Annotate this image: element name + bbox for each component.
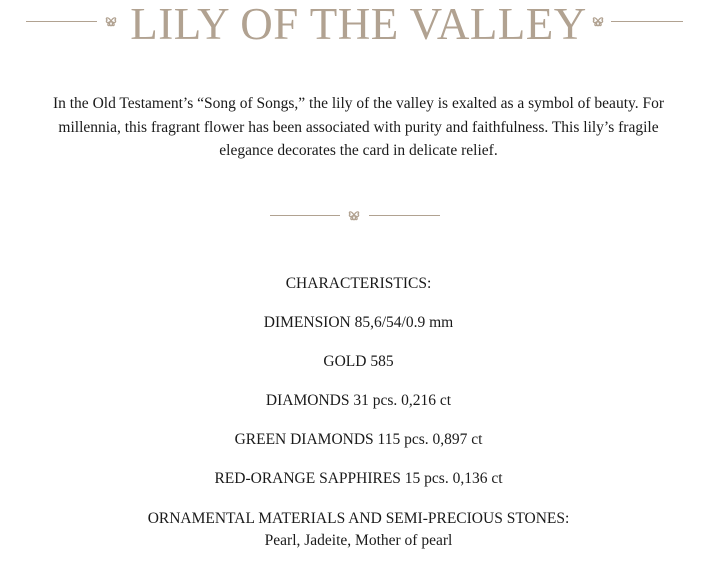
characteristics-heading: CHARACTERISTICS:: [285, 275, 432, 292]
spec-ornamental-list: Pearl, Jadeite, Mother of pearl: [264, 532, 453, 549]
spec-sapphires: RED-ORANGE SAPPHIRES 15 pcs. 0,136 ct: [214, 470, 503, 487]
divider-left-rule: [270, 215, 340, 216]
intro-paragraph: In the Old Testament’s “Song of Songs,” the lily of the valley is exalted as a symbol of beauty. For millennia, this fragrant flower has been associated with purity and faithfulness. This lily’s fragile elegance decorates the card in delicate relief.: [52, 95, 665, 159]
spec-gold: GOLD 585: [323, 353, 394, 370]
spec-green-diamonds: GREEN DIAMONDS 115 pcs. 0,897 ct: [234, 431, 483, 448]
title-right-rule: [611, 21, 683, 22]
spec-ornamental-heading: ORNAMENTAL MATERIALS AND SEMI-PRECIOUS STONES:: [147, 510, 570, 527]
page-title: LILY OF THE VALLEY: [130, 0, 587, 49]
quatrefoil-ornament-icon: [591, 14, 605, 28]
spec-diamonds: DIAMONDS 31 pcs. 0,216 ct: [265, 392, 452, 409]
title-row: [0, 0, 717, 48]
quatrefoil-ornament-icon: [347, 208, 361, 222]
spec-dimension: DIMENSION 85,6/54/0.9 mm: [263, 314, 454, 331]
divider-right-rule: [369, 215, 440, 216]
